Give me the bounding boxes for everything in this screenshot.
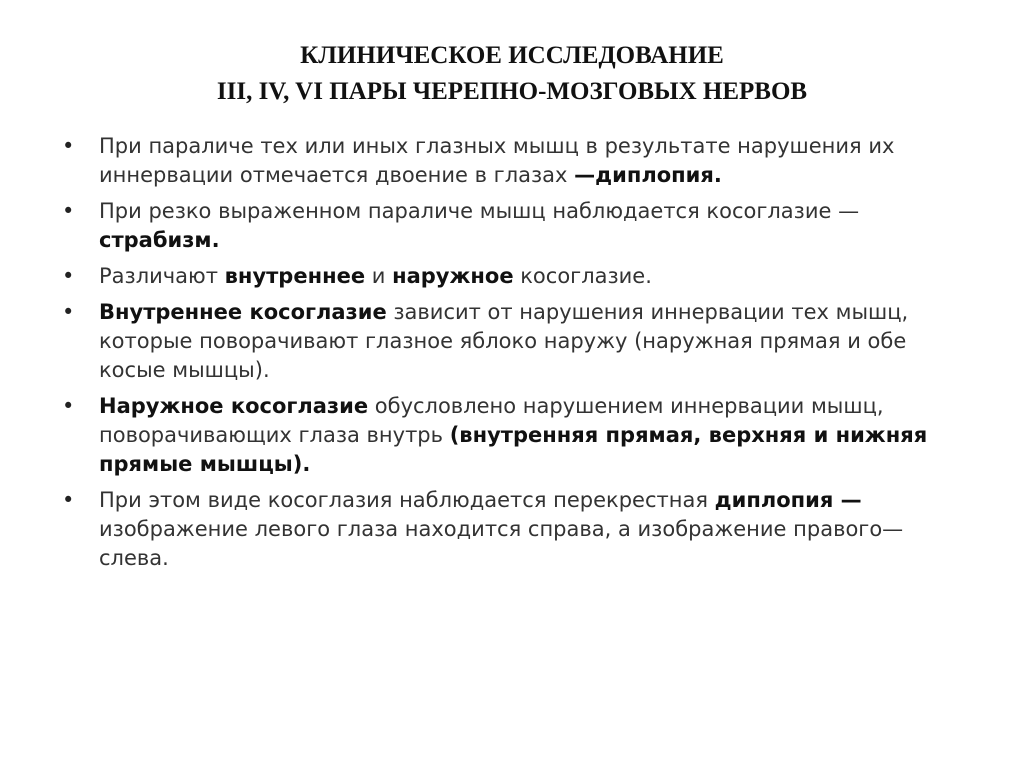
bullet-item-types <box>62 262 962 291</box>
bullet-item-internal <box>62 298 962 385</box>
bullet-text: косоглазие. <box>513 264 652 288</box>
bullet-text: обусловлено нарушением иннервации мышц, поворачивающих глаза внутрь <box>99 394 884 447</box>
bullet-text: При параличе тех или иных глазных мышц в результате нарушения их иннервации отмечается двоение в глазах <box>99 134 895 187</box>
bullet-term: внутреннее <box>224 264 366 288</box>
bullet-term: (внутренняя прямая, верхняя и нижняя прямые мышцы). <box>99 423 928 476</box>
bullet-item-diplopia <box>62 132 962 190</box>
bullet-item-cross-diplopia <box>62 486 962 573</box>
bullet-text: При резко выраженном параличе мышц наблюдается косоглазие — <box>99 199 860 223</box>
bullet-term: Внутреннее косоглазие <box>99 300 387 324</box>
bullet-dot-icon: • <box>62 134 75 158</box>
bullet-text: При этом виде косоглазия наблюдается перекрестная <box>99 488 715 512</box>
bullet-dot-icon: • <box>62 394 75 418</box>
bullet-text: зависит от нарушения иннервации тех мышц, которые поворачивают глазное яблоко наружу (наружная прямая и обе косые мышцы). <box>99 300 909 382</box>
bullet-term: Наружное косоглазие <box>99 394 369 418</box>
bullet-text: Различают <box>99 264 225 288</box>
bullet-term: —диплопия. <box>574 163 722 187</box>
bullet-dot-icon: • <box>62 488 75 512</box>
bullet-term: страбизм. <box>99 228 220 252</box>
bullet-term: диплопия — <box>714 488 862 512</box>
title-line-2: III, IV, VI ПАРЫ ЧЕРЕПНО-МОЗГОВЫХ НЕРВОВ <box>216 78 808 105</box>
bullet-dot-icon: • <box>62 300 75 324</box>
title-line-1: КЛИНИЧЕСКОЕ ИССЛЕДОВАНИЕ <box>300 42 724 69</box>
slide-title <box>0 38 1024 110</box>
bullet-dot-icon: • <box>62 199 75 223</box>
bullet-text: и <box>365 264 393 288</box>
bullet-text: изображение левого глаза находится справа, а изображение правого—слева. <box>99 517 904 570</box>
bullet-item-external <box>62 392 962 479</box>
bullet-term: наружное <box>392 264 514 288</box>
bullet-item-strabismus <box>62 197 962 255</box>
bullet-dot-icon: • <box>62 264 75 288</box>
bullet-list <box>62 132 962 580</box>
